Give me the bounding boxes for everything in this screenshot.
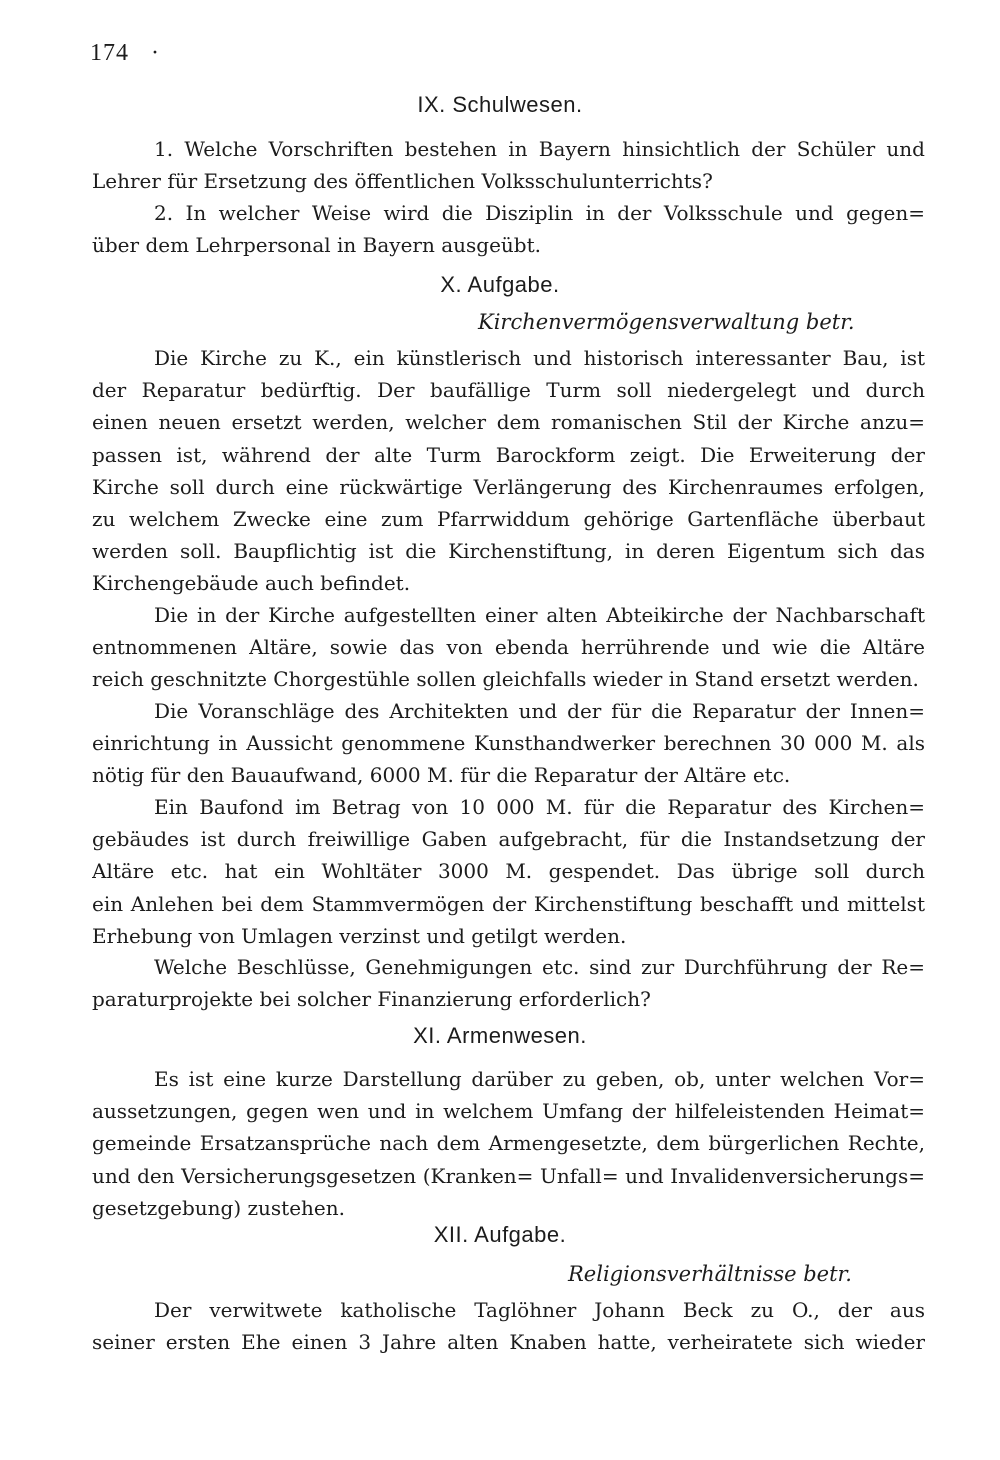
text-line: werden soll. Baupflichtig ist die Kirchenstiftung, in deren Eigentum sich das [92, 539, 925, 564]
text-line: ein Anlehen bei dem Stammvermögen der Kirchenstiftung beschafft und mittelst [92, 891, 925, 916]
text-line: zu welchem Zwecke eine zum Pfarrwiddum gehörige Gartenfläche überbaut [92, 506, 925, 531]
text-line: entnommenen Altäre, sowie das von ebenda herrührende und wie die Altäre [92, 635, 925, 660]
paragraph [92, 197, 925, 261]
text-line: Die Kirche zu K., ein künstlerisch und historisch interessanter Bau, ist [154, 346, 925, 370]
text-line: der Reparatur bedürftig. Der baufällige Turm soll niedergelegt und durch [92, 378, 925, 403]
text-line: Altäre etc. hat ein Wohltäter 3000 M. gespendet. Das übrige soll durch [92, 859, 925, 884]
text-line: Ein Baufond im Betrag von 10 000 M. für die Reparatur des Kirchen= [154, 795, 925, 819]
text-line: 2. In welcher Weise wird die Disziplin in der Volksschule und gegen= [154, 201, 925, 225]
text-line: Welche Beschlüsse, Genehmigungen etc. sind zur Durchführung der Re= [154, 955, 925, 979]
paragraph [92, 1063, 925, 1224]
text-line: gemeinde Ersatzansprüche nach dem Armengesetzte, dem bürgerlichen Rechte, [92, 1131, 925, 1156]
section-subtitle: Religionsverhältnisse betr. [568, 1262, 852, 1286]
paragraph [92, 791, 925, 952]
text-line: passen ist, während der alte Turm Barockform zeigt. Die Erweiterung der [92, 442, 925, 467]
paragraph [92, 342, 925, 600]
text-line: Der verwitwete katholische Taglöhner Johann Beck zu O., der aus [154, 1298, 925, 1322]
page-mark: · [151, 40, 160, 66]
text-line: über dem Lehrpersonal in Bayern ausgeübt. [92, 233, 541, 258]
text-line: Die in der Kirche aufgestellten einer alten Abteikirche der Nachbarschaft [154, 603, 925, 627]
text-line: seiner ersten Ehe einen 3 Jahre alten Knaben hatte, verheiratete sich wieder [92, 1330, 925, 1355]
text-line: Kirche soll durch eine rückwärtige Verlängerung des Kirchenraumes erfolgen, [92, 474, 925, 499]
text-line: aussetzungen, gegen wen und in welchem Umfang der hilfeleistenden Heimat= [92, 1099, 925, 1124]
text-line: Es ist eine kurze Darstellung darüber zu geben, ob, unter welchen Vor= [154, 1067, 925, 1091]
paragraph [92, 599, 925, 696]
paragraph [92, 1294, 925, 1358]
paragraph [92, 951, 925, 1015]
text-line: einen neuen ersetzt werden, welcher dem romanischen Stil der Kirche anzu= [92, 410, 925, 435]
text-line: reich geschnitzte Chorgestühle sollen gleichfalls wieder in Stand ersetzt werden. [92, 667, 919, 692]
text-line: einrichtung in Aussicht genommene Kunsthandwerker berechnen 30 000 M. als [92, 731, 925, 756]
text-line: nötig für den Bauaufwand, 6000 M. für die Reparatur der Altäre etc. [92, 763, 791, 788]
text-line: Erhebung von Umlagen verzinst und getilgt werden. [92, 923, 627, 948]
text-line: gebäudes ist durch freiwillige Gaben aufgebracht, für die Instandsetzung der [92, 827, 925, 852]
text-line: und den Versicherungsgesetzen (Kranken= Unfall= und Invalidenversicherungs= [92, 1163, 925, 1188]
section-heading: X. Aufgabe. [440, 272, 560, 297]
text-line: 1. Welche Vorschriften bestehen in Bayern hinsichtlich der Schüler und [154, 137, 925, 161]
text-line: paraturprojekte bei solcher Finanzierung erforderlich? [92, 987, 651, 1012]
section-heading: XI. Armenwesen. [413, 1023, 587, 1048]
page-number: 174 · [90, 40, 160, 66]
section-subtitle: Kirchenvermögensverwaltung betr. [478, 310, 855, 334]
paragraph [92, 133, 925, 197]
paragraph [92, 695, 925, 792]
text-line: Kirchengebäude auch befindet. [92, 571, 411, 596]
text-line: Die Voranschläge des Architekten und der für die Reparatur der Innen= [154, 699, 925, 723]
section-heading: IX. Schulwesen. [417, 92, 583, 117]
section-heading: XII. Aufgabe. [433, 1222, 567, 1247]
text-line: Lehrer für Ersetzung des öffentlichen Volksschulunterrichts? [92, 169, 713, 194]
text-line: gesetzgebung) zustehen. [92, 1195, 345, 1220]
